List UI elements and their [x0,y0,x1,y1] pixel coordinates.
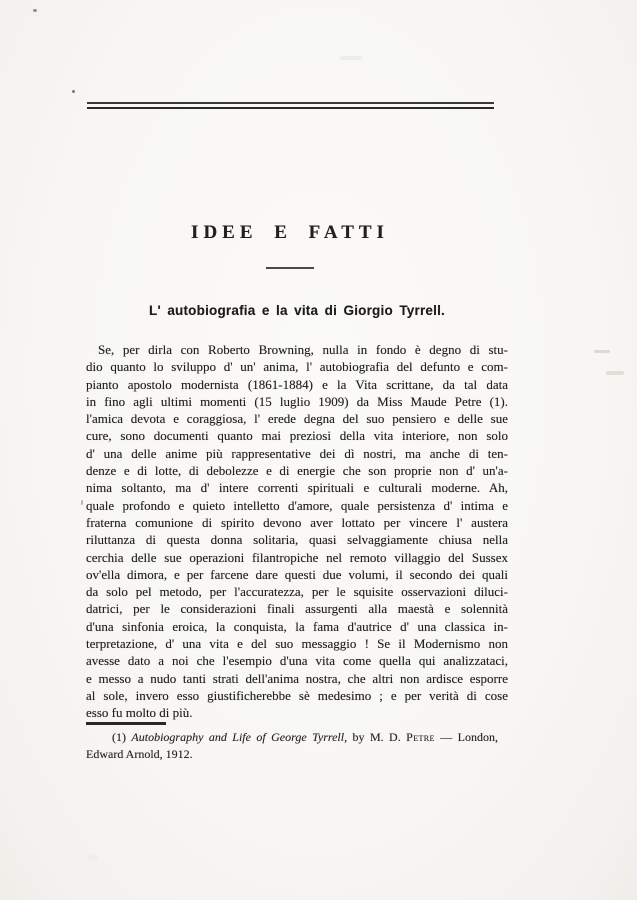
article-heading: L' autobiografia e la vita di Giorgio Tyrrell. [149,303,445,318]
scan-smudge [340,56,362,60]
footnote [86,729,508,764]
body-line: ov'ella dimora, e per farcene dare questi due volumi, il secondo dei quali [86,566,508,582]
body-line: l'amica devota e coraggiosa, l' erede degna del suo pensiero e delle sue [86,411,508,427]
body-line: da solo pel metodo, per l'accuratezza, per le squisite osservazioni diluci- [86,584,508,600]
heading-divider [86,256,508,274]
body-line: avesse dato a noi che l'esempio d'una vita come quella qui analizzataci, [86,653,508,669]
scan-smudge [606,371,624,375]
scan-speck [72,90,75,93]
footnote-publisher-city: — London, [434,730,498,744]
top-double-rule [87,102,494,109]
body-line: al sole, invero esso giustificherebbe sè medesimo ; e per verità di cose [86,687,508,703]
body-line: Se, per dirla con Roberto Browning, nulla in fondo è degno di stu- [98,342,508,357]
body-line: quale profondo e quieto intelletto d'amore, quale persistenza d' intima e [86,497,508,513]
body-line: esso fu molto di più. [86,705,193,721]
scan-smudge [594,350,610,353]
body-line: denze e di lotte, di debolezze e di energie che son proprie non d' un'a- [86,463,508,479]
footnote-book-title: Autobiography and Life of George Tyrrell, [131,730,348,744]
footnote-author: Petre [406,730,435,744]
body-line: cure, sono documenti quanto mai preziosi della vita interiore, non solo [86,428,508,444]
body-line: in fino agli ultimi momenti (15 luglio 1909) da Miss Maude Petre (1). [86,393,508,409]
body-line: fraterna comunione di spirito devono aver lottato per vincere l' austera [86,514,508,530]
article-body [86,341,508,722]
section-heading: IDEE E FATTI [191,222,389,243]
body-line: e messo a nudo tanti strati dell'anima nostra, che altri non ardisce esporre [86,670,508,686]
footnote-line: Edward Arnold, 1912. [86,747,193,762]
footnote-line [86,729,508,746]
body-line: nima soltanto, ma d' intere correnti spirituali e culturali moderne. Ah, [86,480,508,496]
footnote-separator-rule [86,722,166,725]
scan-speck [33,9,37,12]
body-line: cerchia delle sue operazioni filantropiche nel remoto villaggio del Sussex [86,549,508,565]
footnote-marker: (1) [112,730,132,744]
body-line: d'una sinfonia eroica, la conquista, la fama d'autrice d' una classica in- [86,618,508,634]
body-line: d' una delle anime più rappresentative dei dì nostri, ma anche di ten- [86,445,508,461]
scan-speck [81,500,83,505]
body-line: dio quanto lo sviluppo d' un' anima, l' autobiografia del defunto e com- [86,359,508,375]
body-line: riluttanza di questa donna solitaria, quasi selvaggiamente chiusa nella [86,532,508,548]
heading-divider-bar [266,267,314,269]
body-line: datrici, per le considerazioni finali assurgenti alla maestà e solennità [86,601,508,617]
footnote-by-text: by M. D. [347,730,407,744]
scan-smudge [88,855,98,860]
body-line: terpretazione, d' una vita e del suo messaggio ! Se il Modernismo non [86,636,508,652]
body-line: pianto apostolo modernista (1861-1884) e la Vita scrittane, da tal data [86,376,508,392]
